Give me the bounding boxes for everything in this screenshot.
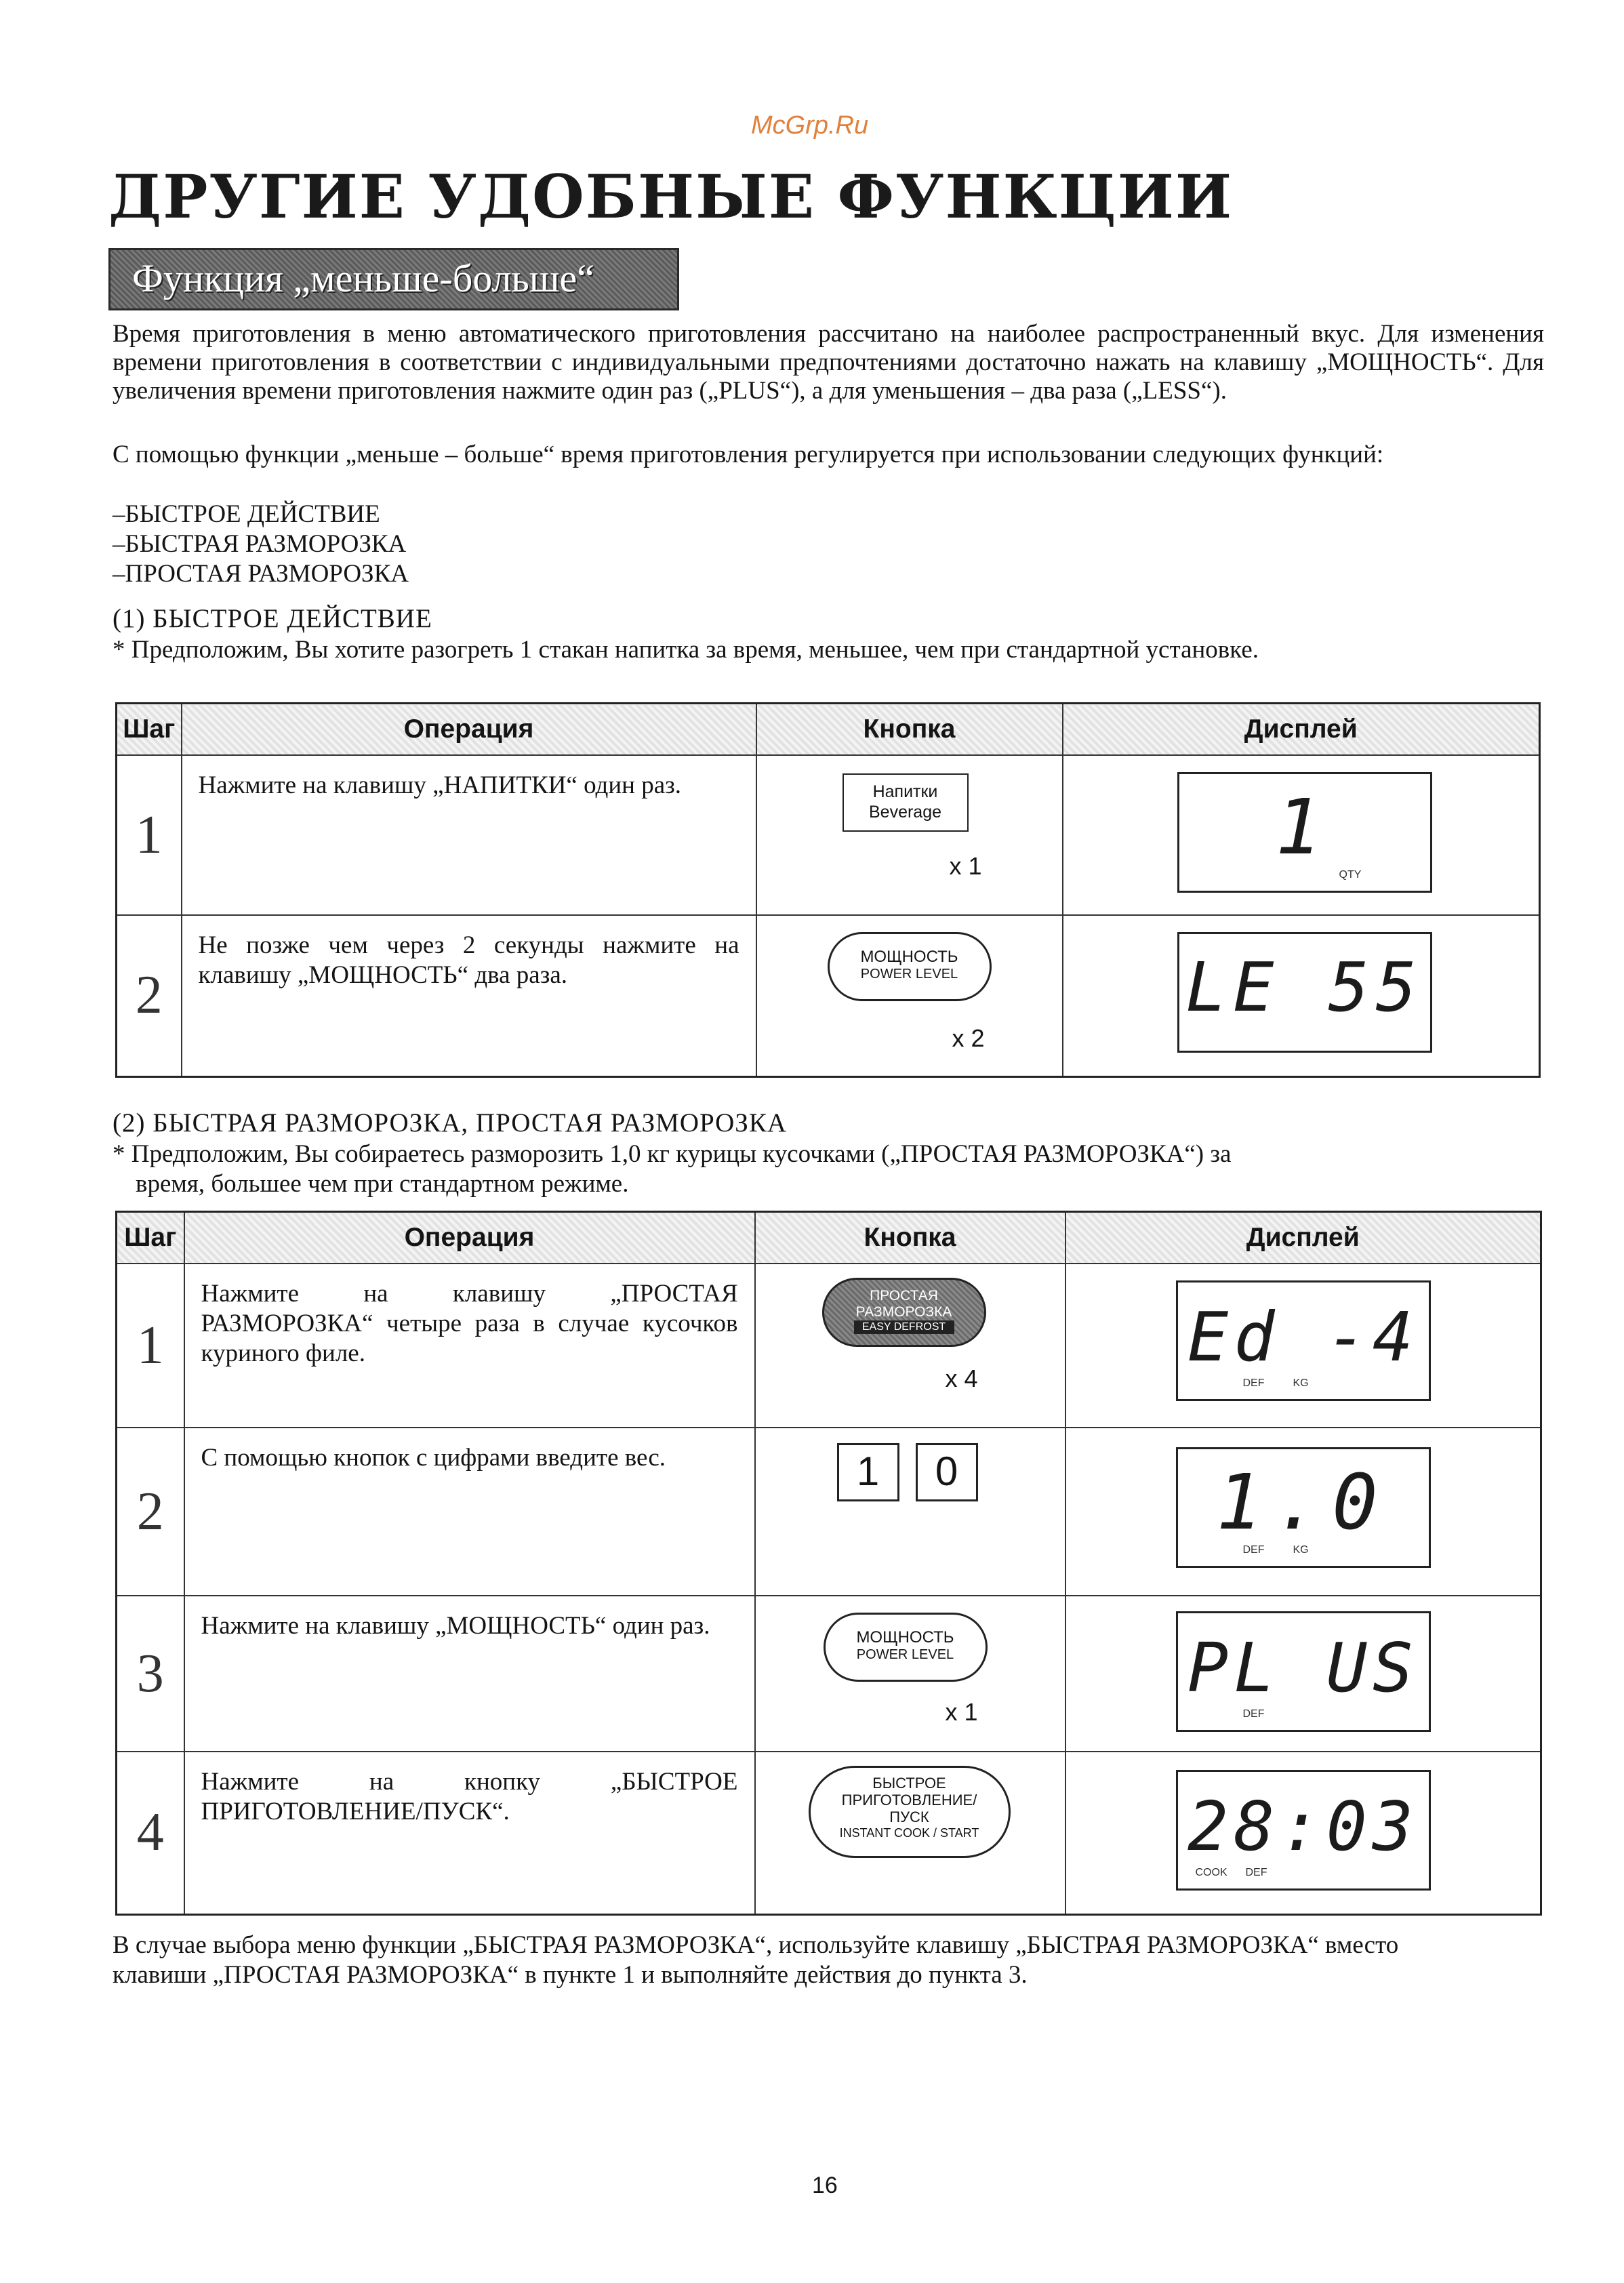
- table-row: [117, 1752, 1541, 1914]
- button-label-en: INSTANT COOK / START: [839, 1826, 979, 1840]
- section1-note: * Предположим, Вы хотите разогреть 1 стакан напитка за время, меньшее, чем при стандартной установке.: [113, 636, 1259, 664]
- section1-heading: (1) БЫСТРОЕ ДЕЙСТВИЕ: [113, 604, 432, 633]
- step-display-cell: [1065, 1596, 1541, 1752]
- function-list-item: –ПРОСТАЯ РАЗМОРОЗКА: [113, 560, 409, 588]
- lcd-indicator-def: DEF: [1242, 1544, 1265, 1556]
- button-label: МОЩНОСТЬ: [856, 1628, 954, 1646]
- power-level-button: [824, 1613, 988, 1682]
- step-number: 1: [117, 755, 182, 915]
- button-label-en: Beverage: [868, 803, 942, 822]
- press-count: x 1: [945, 1698, 978, 1726]
- lcd-display: [1177, 772, 1432, 893]
- table-row: [117, 1596, 1541, 1752]
- step-operation: Нажмите на клавишу „ПРОСТАЯ РАЗМОРОЗКА“ четыре раза в случае кусочков куриного филе.: [184, 1264, 755, 1428]
- lcd-indicator-def: DEF: [1242, 1377, 1265, 1389]
- table-row: [117, 1264, 1541, 1428]
- lcd-digits: LE 55: [1185, 948, 1424, 1027]
- column-header: Шаг: [117, 704, 182, 756]
- section2-heading: (2) БЫСТРАЯ РАЗМОРОЗКА, ПРОСТАЯ РАЗМОРОЗКА: [113, 1108, 788, 1137]
- lcd-digits: 1: [1275, 784, 1334, 872]
- step-button-cell: [755, 1596, 1065, 1752]
- lcd-display: [1176, 1280, 1431, 1401]
- column-header: Операция: [182, 704, 756, 756]
- step-operation: Не позже чем через 2 секунды нажмите на клавишу „МОЩНОСТЬ“ два раза.: [182, 915, 756, 1076]
- step-display-cell: [1065, 1752, 1541, 1914]
- step-button-cell: [755, 1752, 1065, 1914]
- digit-key-0: 0: [916, 1443, 978, 1501]
- step-number: 1: [117, 1264, 184, 1428]
- step-button-cell: [755, 1428, 1065, 1596]
- lcd-indicator-def: DEF: [1242, 1708, 1265, 1720]
- step-number: 4: [117, 1752, 184, 1914]
- lcd-indicator-qty: QTY: [1339, 869, 1362, 881]
- table-row: [117, 755, 1540, 915]
- button-label: МОЩНОСТЬ: [860, 948, 958, 966]
- page-title: ДРУГИЕ УДОБНЫЕ ФУНКЦИИ: [108, 161, 1233, 232]
- lcd-indicator-kg: KG: [1293, 1544, 1309, 1556]
- beverage-button: [843, 773, 969, 832]
- instant-cook-start-button: [809, 1766, 1011, 1858]
- intro-paragraph-1: Время приготовления в меню автоматического приготовления рассчитано на наиболее распространенный вкус. Для изменения времени приготовления в соответствии с индивидуальными предпочтениями достаточно нажать на клавишу „МОЩНОСТЬ“. Для увеличения времени приготовления нажмите один раз („PLUS“), а для уменьшения – два раза („LESS“).: [113, 320, 1544, 405]
- step-display-cell: [1063, 915, 1540, 1076]
- column-header: Кнопка: [756, 704, 1063, 756]
- column-header: Дисплей: [1065, 1212, 1541, 1264]
- step-button-cell: [756, 915, 1063, 1076]
- button-label: РАЗМОРОЗКА: [855, 1304, 952, 1320]
- button-label: БЫСТРОЕ: [872, 1775, 946, 1792]
- table-header-row: [117, 1212, 1541, 1264]
- steps-table-1: [115, 702, 1541, 1078]
- button-label: Напитки: [872, 782, 938, 801]
- press-count: x 2: [952, 1024, 985, 1052]
- step-number: 2: [117, 915, 182, 1076]
- press-count: x 1: [949, 852, 982, 880]
- section-subtitle: [108, 248, 679, 310]
- footer-paragraph: В случае выбора меню функции „БЫСТРАЯ РАЗМОРОЗКА“, используйте клавишу „БЫСТРАЯ РАЗМОРОЗКА“ вместо клавиши „ПРОСТАЯ РАЗМОРОЗКА“ в пункте 1 и выполняйте действия до пункта 3.: [113, 1931, 1399, 1989]
- step-button-cell: [756, 755, 1063, 915]
- lcd-display: [1177, 932, 1432, 1053]
- step-number: 3: [117, 1596, 184, 1752]
- watermark: McGrp.Ru: [751, 111, 869, 140]
- column-header: Операция: [184, 1212, 755, 1264]
- table-row: [117, 915, 1540, 1076]
- function-list-item: –БЫСТРОЕ ДЕЙСТВИЕ: [113, 500, 380, 528]
- section-subtitle-text: Функция „меньше-больше“: [132, 256, 594, 300]
- column-header: Шаг: [117, 1212, 184, 1264]
- steps-table-2: [115, 1211, 1542, 1916]
- step-operation: Нажмите на клавишу „НАПИТКИ“ один раз.: [182, 755, 756, 915]
- button-label-en: POWER LEVEL: [856, 1647, 954, 1662]
- lcd-digits: PL US: [1187, 1628, 1419, 1708]
- section2-note-line2: время, большее чем при стандартном режиме.: [136, 1170, 629, 1198]
- section2-note-line1: * Предположим, Вы собираетесь разморозить 1,0 кг курицы кусочками („ПРОСТАЯ РАЗМОРОЗКА“) за: [113, 1140, 1232, 1168]
- lcd-display: [1176, 1770, 1431, 1891]
- press-count: x 4: [945, 1365, 978, 1392]
- step-operation: С помощью кнопок с цифрами введите вес.: [184, 1428, 755, 1596]
- function-list-item: –БЫСТРАЯ РАЗМОРОЗКА: [113, 530, 407, 558]
- lcd-digits: 28:03: [1187, 1787, 1419, 1866]
- column-header: Кнопка: [755, 1212, 1065, 1264]
- lcd-display: [1176, 1611, 1431, 1732]
- lcd-indicator-def: DEF: [1245, 1867, 1267, 1878]
- digit-key-1: 1: [837, 1443, 899, 1501]
- step-display-cell: [1065, 1264, 1541, 1428]
- lcd-digits: Ed -4: [1187, 1297, 1419, 1377]
- column-header: Дисплей: [1063, 704, 1540, 756]
- lcd-digits: 1.0: [1216, 1459, 1390, 1547]
- button-label: ПРОСТАЯ: [870, 1288, 938, 1304]
- easy-defrost-button: [822, 1278, 986, 1347]
- intro-paragraph-2: С помощью функции „меньше – больше“ время приготовления регулируется при использовании следующих функций:: [113, 441, 1384, 468]
- lcd-display: [1176, 1447, 1431, 1568]
- step-operation: Нажмите на кнопку „БЫСТРОЕ ПРИГОТОВЛЕНИЕ/ПУСК“.: [184, 1752, 755, 1914]
- lcd-indicator-kg: KG: [1293, 1377, 1309, 1389]
- table-row: [117, 1428, 1541, 1596]
- page-number: 16: [812, 2173, 838, 2198]
- button-label: ПУСК: [889, 1809, 929, 1825]
- button-label-en: POWER LEVEL: [860, 967, 958, 982]
- step-display-cell: [1063, 755, 1540, 915]
- button-label-en: EASY DEFROST: [854, 1320, 954, 1334]
- step-button-cell: [755, 1264, 1065, 1428]
- step-operation: Нажмите на клавишу „МОЩНОСТЬ“ один раз.: [184, 1596, 755, 1752]
- table-header-row: [117, 704, 1540, 756]
- step-display-cell: [1065, 1428, 1541, 1596]
- button-label: ПРИГОТОВЛЕНИЕ/: [841, 1792, 977, 1809]
- power-level-button: [828, 932, 992, 1001]
- lcd-indicator-cook: COOK: [1195, 1867, 1227, 1878]
- step-number: 2: [117, 1428, 184, 1596]
